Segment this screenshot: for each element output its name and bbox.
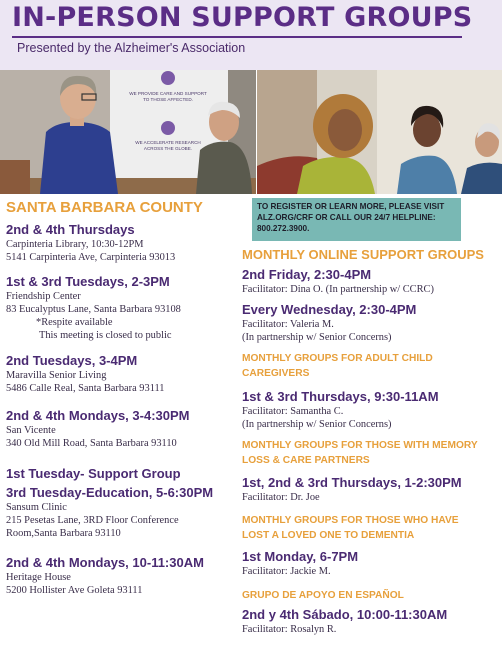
group-schedule: 2nd Tuesdays, 3-4PM: [6, 353, 138, 368]
section-spanish-group: [242, 588, 447, 636]
group-schedule: Every Wednesday, 2:30-4PM: [242, 302, 417, 317]
page-title: IN-PERSON SUPPORT GROUPS: [12, 2, 473, 33]
section-memory-loss: [242, 438, 478, 504]
group-heritage-house: [6, 555, 204, 597]
group-schedule: 1st Tuesday- Support Group: [6, 466, 181, 481]
group-location: Maravilla Senior Living: [6, 370, 107, 381]
group-schedule: 1st & 3rd Tuesdays, 2-3PM: [6, 274, 170, 289]
group-facilitator: Facilitator: Dina O. (In partnership w/ CCRC): [242, 284, 434, 295]
group-location: Heritage House: [6, 572, 71, 583]
banner-text-3: WE ACCELERATE RESEARCH: [135, 140, 201, 145]
group-sansum-clinic: [6, 466, 213, 540]
group-schedule: 2nd y 4th Sábado, 10:00-11:30AM: [242, 607, 448, 622]
group-address: 83 Eucalyptus Lane, Santa Barbara 93108: [6, 304, 181, 315]
title-divider: [12, 36, 462, 38]
group-address: 215 Pesetas Lane, 3RD Floor Conference: [6, 515, 179, 526]
group-facilitator: Facilitator: Rosalyn R.: [242, 624, 337, 635]
group-address: Room,Santa Barbara 93110: [6, 528, 121, 539]
group-schedule: 2nd & 4th Mondays, 10-11:30AM: [6, 555, 204, 570]
group-note: This meeting is closed to public: [39, 330, 172, 341]
section-title: MONTHLY GROUPS FOR THOSE WHO HAVE: [242, 515, 459, 526]
section-adult-child-caregivers: [242, 351, 439, 431]
online-group-friday: [242, 267, 434, 296]
group-schedule: 1st & 3rd Thursdays, 9:30-11AM: [242, 389, 439, 404]
photo-support-group-left: [0, 70, 256, 194]
group-facilitator: Facilitator: Samantha C.: [242, 406, 344, 417]
county-heading: SANTA BARBARA COUNTY: [6, 199, 203, 216]
group-address: 5486 Calle Real, Santa Barbara 93111: [6, 383, 165, 394]
header: [0, 0, 502, 70]
section-lost-loved-one: [242, 513, 459, 578]
group-address: 5141 Carpinteria Ave, Carpinteria 93013: [6, 252, 176, 263]
group-partnership: (In partnership w/ Senior Concerns): [242, 332, 392, 343]
callout-line-3: 800.272.3900.: [257, 224, 310, 233]
group-partnership: (In partnership w/ Senior Concerns): [242, 419, 392, 430]
photo-strip: [0, 70, 502, 194]
photo-support-group-right: [257, 70, 502, 194]
callout-line-1: TO REGISTER OR LEARN MORE, PLEASE VISIT: [257, 202, 445, 211]
group-location: Sansum Clinic: [6, 502, 67, 513]
group-address: 5200 Hollister Ave Goleta 93111: [6, 585, 143, 596]
group-location: San Vicente: [6, 425, 56, 436]
register-callout: [252, 198, 461, 241]
group-address: 340 Old Mill Road, Santa Barbara 93110: [6, 438, 177, 449]
group-carpinteria: [6, 222, 175, 264]
section-title: CAREGIVERS: [242, 368, 310, 379]
group-facilitator: Facilitator: Jackie M.: [242, 566, 331, 577]
group-maravilla: [6, 353, 165, 395]
banner-text-4: ACROSS THE GLOBE.: [143, 146, 193, 151]
section-title: MONTHLY GROUPS FOR ADULT CHILD: [242, 353, 433, 364]
online-groups-title: MONTHLY ONLINE SUPPORT GROUPS: [242, 247, 484, 262]
section-title: LOSS & CARE PARTNERS: [242, 455, 370, 466]
group-schedule: 2nd & 4th Thursdays: [6, 222, 135, 237]
group-location: Carpinteria Library, 10:30-12PM: [6, 239, 144, 250]
page-subtitle: Presented by the Alzheimer's Association: [17, 41, 246, 55]
group-note: *Respite available: [36, 317, 113, 328]
banner-text-2: TO THOSE AFFECTED.: [143, 97, 193, 102]
section-title: MONTHLY GROUPS FOR THOSE WITH MEMORY: [242, 440, 478, 451]
online-section-title: [242, 247, 484, 263]
group-schedule: 1st Monday, 6-7PM: [242, 549, 359, 564]
group-schedule: 2nd & 4th Mondays, 3-4:30PM: [6, 408, 190, 423]
section-title: GRUPO DE APOYO EN ESPAÑOL: [242, 590, 404, 601]
group-schedule: 2nd Friday, 2:30-4PM: [242, 267, 372, 282]
banner-text-1: WE PROVIDE CARE AND SUPPORT: [129, 91, 207, 96]
group-location: Friendship Center: [6, 291, 81, 302]
callout-line-2: ALZ.ORG/CRF OR CALL OUR 24/7 HELPLINE:: [257, 213, 436, 222]
group-schedule: 1st, 2nd & 3rd Thursdays, 1-2:30PM: [242, 475, 462, 490]
section-title: LOST A LOVED ONE TO DEMENTIA: [242, 530, 415, 541]
group-san-vicente: [6, 408, 189, 450]
group-facilitator: Facilitator: Dr. Joe: [242, 492, 320, 503]
group-facilitator: Facilitator: Valeria M.: [242, 319, 334, 330]
group-schedule: 3rd Tuesday-Education, 5-6:30PM: [6, 485, 214, 500]
group-friendship-center: [6, 274, 181, 342]
online-group-wednesday: [242, 302, 416, 344]
